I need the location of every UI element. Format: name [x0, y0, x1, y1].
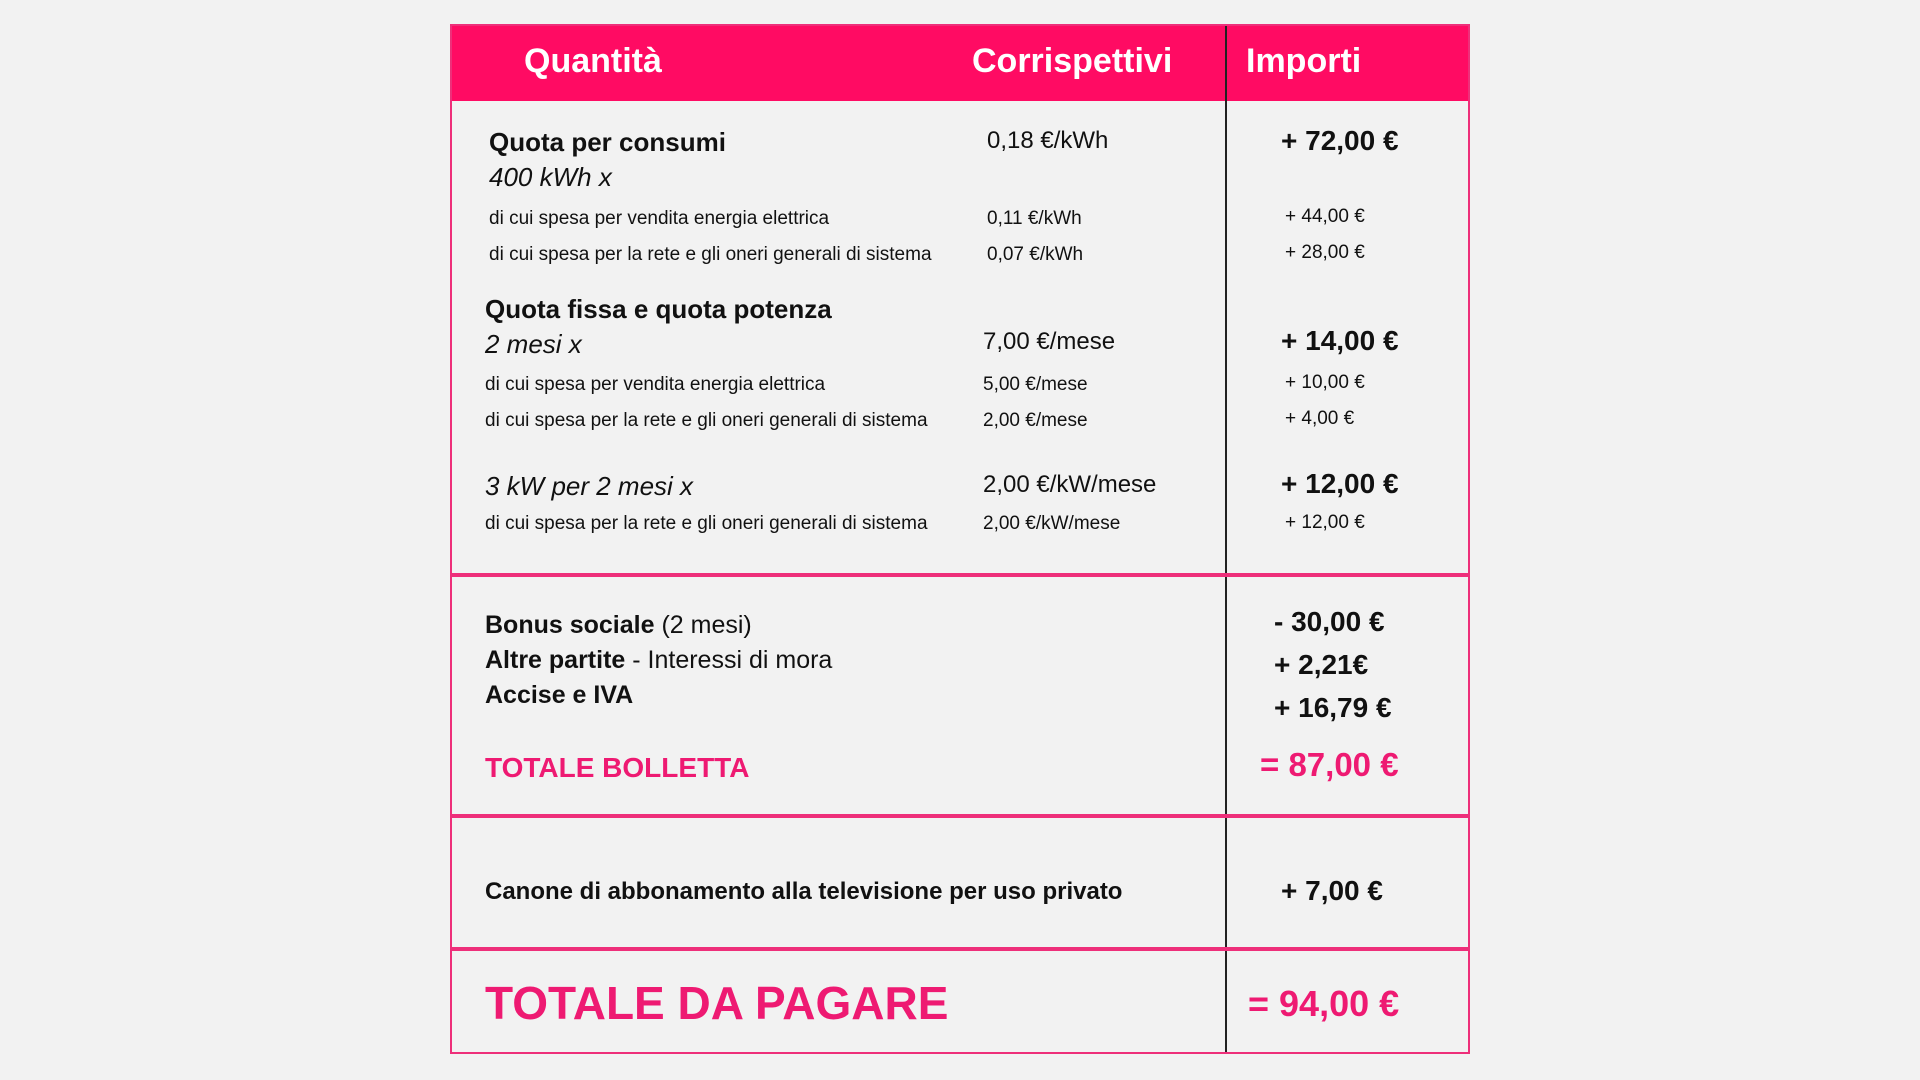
bill-table	[450, 24, 1470, 1054]
fissa-sub-1-rate: 5,00 €/mese	[983, 374, 1088, 395]
partite-label: Altre partite	[485, 646, 626, 674]
bonus-row	[485, 611, 752, 640]
fissa-rate: 7,00 €/mese	[983, 328, 1116, 355]
consumi-sub-2-amount: + 28,00 €	[1285, 242, 1365, 263]
consumi-sub-2-rate: 0,07 €/kWh	[987, 244, 1084, 265]
canone-amount: + 7,00 €	[1281, 875, 1383, 906]
accise-label: Accise e IVA	[485, 681, 634, 709]
consumi-amount: + 72,00 €	[1281, 125, 1399, 156]
fissa-sub-2-label: di cui spesa per la rete e gli oneri generali di sistema	[485, 410, 928, 431]
column-divider	[1225, 26, 1227, 1052]
consumi-sub-1-amount: + 44,00 €	[1285, 206, 1365, 227]
canone-label: Canone di abbonamento alla televisione per uso privato	[485, 878, 1123, 905]
potenza-qty: 3 kW per 2 mesi x	[485, 471, 694, 501]
bonus-amount: - 30,00 €	[1274, 606, 1385, 637]
section-divider-1	[452, 573, 1468, 577]
fissa-sub-1-amount: + 10,00 €	[1285, 372, 1365, 393]
totale-bolletta-amount: = 87,00 €	[1260, 746, 1399, 783]
fissa-qty: 2 mesi x	[485, 329, 582, 359]
consumi-rate: 0,18 €/kWh	[987, 127, 1109, 154]
potenza-sub-1-label: di cui spesa per la rete e gli oneri generali di sistema	[485, 513, 928, 534]
section-divider-2	[452, 814, 1468, 818]
fissa-amount: + 14,00 €	[1281, 325, 1399, 356]
totale-pagare-label: TOTALE DA PAGARE	[485, 977, 949, 1029]
accise-amount: + 16,79 €	[1274, 692, 1392, 723]
potenza-sub-1-amount: + 12,00 €	[1285, 512, 1365, 533]
partite-note: - Interessi di mora	[632, 646, 833, 674]
consumi-sub-1-label: di cui spesa per vendita energia elettrica	[489, 208, 830, 229]
fissa-sub-2-amount: + 4,00 €	[1285, 408, 1355, 429]
potenza-amount: + 12,00 €	[1281, 468, 1399, 499]
fissa-title: Quota fissa e quota potenza	[485, 294, 832, 324]
bonus-note: (2 mesi)	[661, 611, 752, 639]
totale-bolletta-label: TOTALE BOLLETTA	[485, 752, 750, 783]
consumi-title: Quota per consumi	[489, 127, 726, 157]
section-divider-3	[452, 947, 1468, 951]
header-importi: Importi	[1246, 42, 1362, 80]
totale-pagare-amount: = 94,00 €	[1248, 983, 1400, 1024]
consumi-sub-1-rate: 0,11 €/kWh	[987, 208, 1082, 229]
consumi-qty: 400 kWh x	[489, 162, 612, 192]
fissa-sub-1-label: di cui spesa per vendita energia elettrica	[485, 374, 826, 395]
partite-row	[485, 646, 832, 675]
fissa-sub-2-rate: 2,00 €/mese	[983, 410, 1088, 431]
header-quantita: Quantità	[524, 42, 662, 80]
bonus-label: Bonus sociale	[485, 611, 655, 639]
potenza-rate: 2,00 €/kW/mese	[983, 471, 1157, 498]
table-header	[452, 26, 1468, 101]
header-corrispettivi: Corrispettivi	[972, 42, 1173, 80]
partite-amount: + 2,21€	[1274, 649, 1369, 680]
consumi-sub-2-label: di cui spesa per la rete e gli oneri generali di sistema	[489, 244, 932, 265]
potenza-sub-1-rate: 2,00 €/kW/mese	[983, 513, 1121, 534]
